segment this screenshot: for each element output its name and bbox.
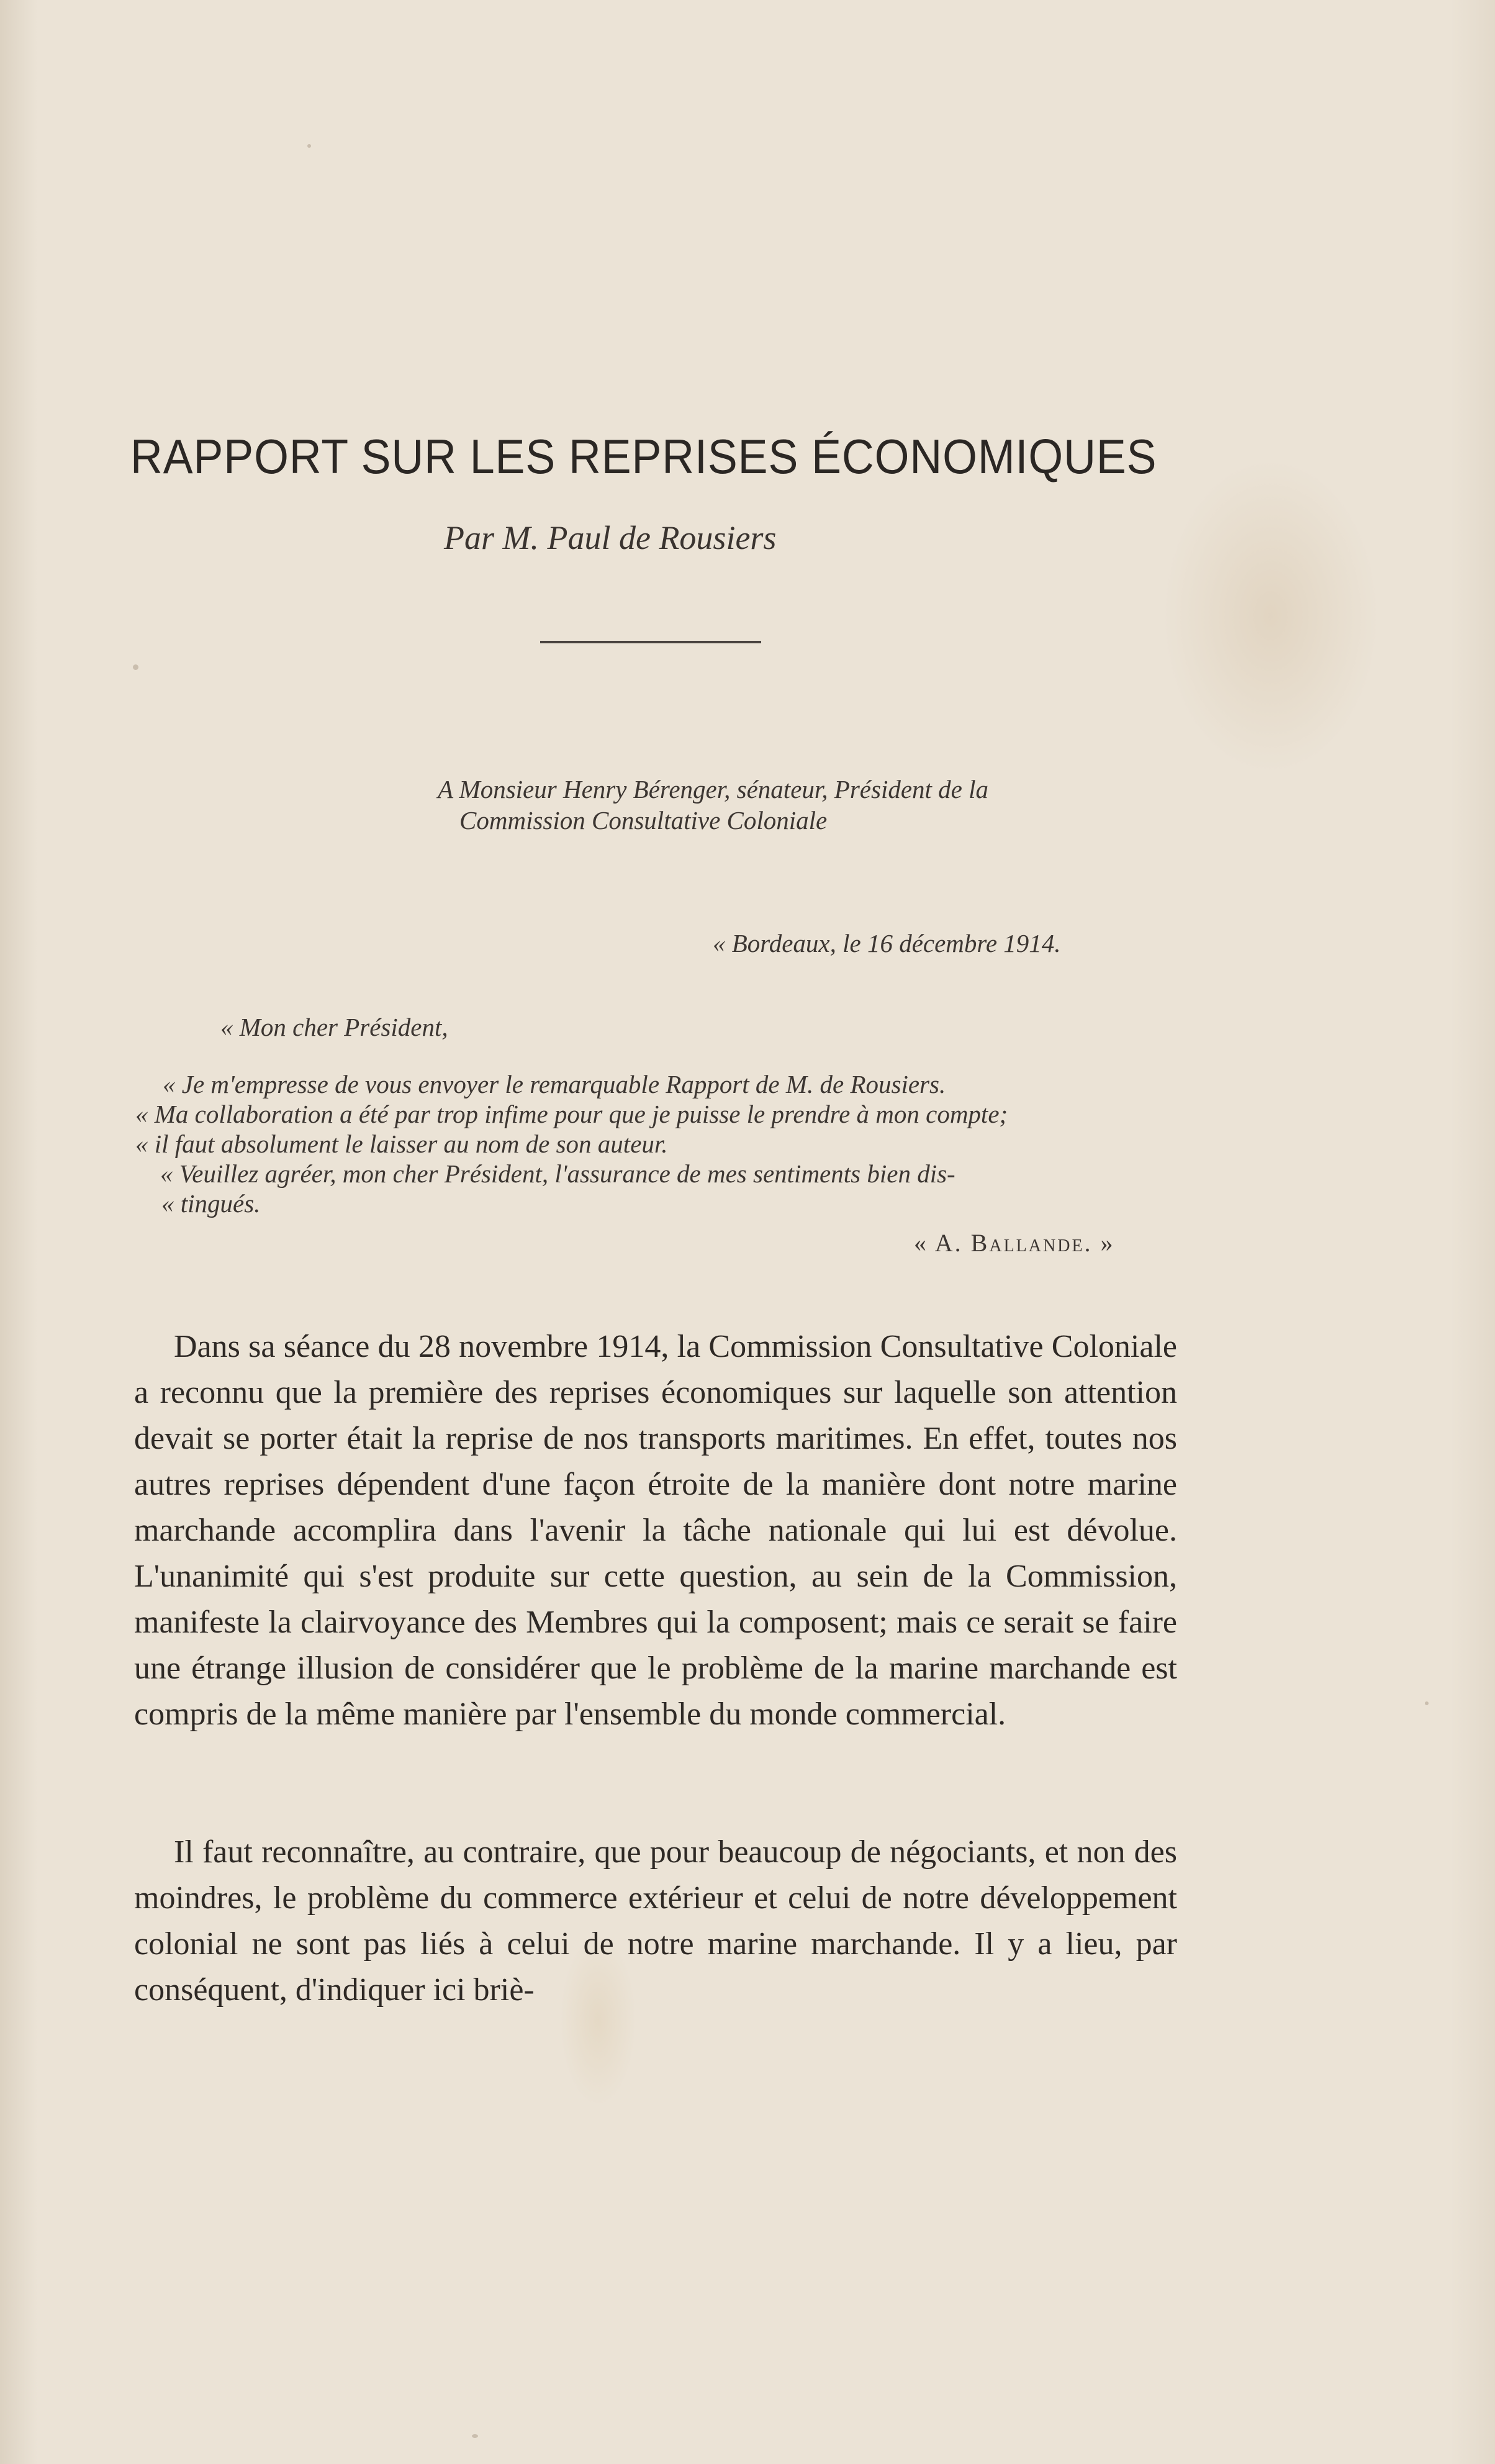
letter-dateline: « Bordeaux, le 16 décembre 1914. (713, 929, 1061, 958)
body-paragraph-1: Dans sa séance du 28 novembre 1914, la Commission Consultative Coloniale a reconnu que la première des reprises économiques sur laquelle son attention devait se porter était la reprise de nos transports maritimes. En effet, toutes nos autres reprises dépendent d'une façon étroite de la manière dont notre marine marchande accomplira dans l'avenir la tâche nationale qui lui est dévolue. L'unanimité qui s'est produite sur cette question, au sein de la Commission, manifeste la clairvoyance des Membres qui la composent; mais ce serait se faire une étrange illusion de considérer que le problème de la marine marchande est compris de la même manière par l'ensemble du monde commercial. (134, 1329, 1177, 1732)
paper-speck (472, 2434, 478, 2438)
paper-speck (1425, 1701, 1429, 1705)
report-title: RAPPORT SUR LES REPRISES ÉCONOMIQUES (130, 429, 1157, 484)
addressee-line-1: A Monsieur Henry Bérenger, sénateur, Président de la (438, 775, 989, 804)
letter-line: « Veuillez agréer, mon cher Président, l'assurance de mes sentiments bien dis- (160, 1159, 955, 1188)
letter-line: « Je m'empresse de vous envoyer le remarquable Rapport de M. de Rousiers. (163, 1070, 946, 1098)
author-line: Par M. Paul de Rousiers (444, 519, 777, 556)
letter-signature: « A. Ballande. » (914, 1229, 1115, 1257)
title-divider (540, 641, 761, 643)
addressee-line-2: Commission Consultative Coloniale (459, 806, 828, 835)
letter-line: « il faut absolument le laisser au nom de son auteur. (135, 1130, 668, 1158)
letter-line: « tingués. (161, 1189, 261, 1218)
body-paragraph-2: Il faut reconnaître, au contraire, que pour beaucoup de négociants, et non des moindres, le problème du commerce extérieur et celui de notre développement colonial ne sont pas liés à celui de notre marine marchande. Il y a lieu, par conséquent, d'indiquer ici briè- (134, 1834, 1177, 2008)
paper-speck (307, 144, 311, 148)
paper-speck (133, 664, 138, 670)
letter-line: « Ma collaboration a été par trop infime pour que je puisse le prendre à mon compte; (135, 1100, 1008, 1128)
letter-salutation: « Mon cher Président, (220, 1013, 448, 1041)
